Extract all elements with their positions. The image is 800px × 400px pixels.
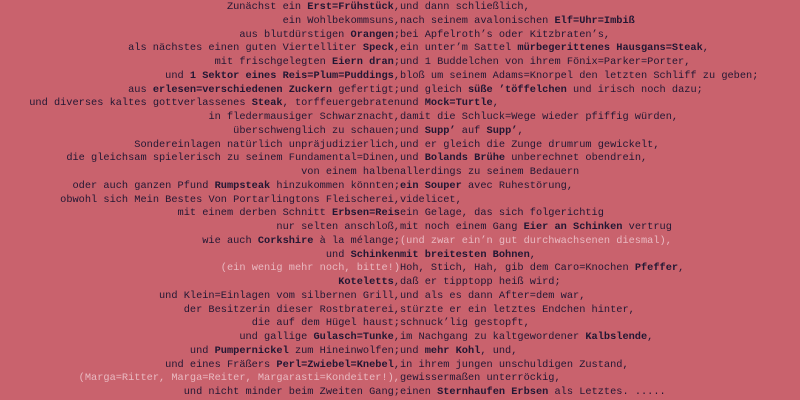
row-left [0, 290, 400, 304]
text-row [0, 372, 800, 386]
text-segment: zum Hineinwolfen; [288, 344, 400, 357]
text-row [0, 152, 800, 166]
text-segment: und [165, 69, 190, 82]
text-segment: , [702, 42, 709, 55]
row-right [400, 15, 800, 29]
bold-text-segment: Sternhaufen Erbsen [437, 386, 549, 398]
row-left [0, 276, 400, 290]
row-right [400, 166, 800, 180]
bold-text-segment: Mock=Turtle [424, 97, 493, 110]
row-right [400, 111, 800, 125]
row-right [400, 276, 800, 290]
text-segment: einen [400, 386, 438, 398]
text-segment: ; [393, 28, 400, 41]
text-segment: allerdings zu seinem Bedauern [400, 166, 580, 178]
text-row [0, 221, 800, 235]
row-right [400, 70, 800, 84]
text-segment: nur selten anschloß, [276, 221, 400, 233]
row-right [400, 372, 800, 386]
text-segment: und nicht minder beim Zweiten Gang; [183, 386, 400, 398]
row-left [0, 1, 400, 15]
bold-text-segment: mehr Kohl [424, 344, 481, 357]
text-segment: wie auch [202, 234, 258, 247]
text-segment: ein Wohlbekommsuns, [282, 14, 400, 27]
text-segment: , torffeuergebraten [282, 97, 400, 110]
bold-text-segment: Koteletts [338, 276, 394, 288]
text-segment: und [400, 97, 425, 110]
text-segment: gewissermaßen unterröckig, [400, 372, 561, 385]
text-segment: und irisch noch dazu; [566, 83, 703, 96]
row-right [400, 317, 800, 331]
row-right [400, 139, 800, 153]
text-segment: , [393, 276, 400, 288]
text-segment: aus blutdürstigen [239, 28, 351, 41]
row-right [400, 345, 800, 359]
text-row [0, 15, 800, 29]
bold-text-segment: Rumpsteak [214, 179, 271, 192]
row-left [0, 386, 400, 400]
text-segment: in ihrem jungen unschuldigen Zustand, [400, 358, 629, 371]
text-segment: mit frischgelegten [214, 56, 333, 68]
row-left [0, 207, 400, 221]
text-segment: mit einem derben Schnitt [177, 207, 333, 220]
text-segment: , [393, 42, 400, 55]
text-segment: , [393, 358, 400, 371]
text-segment: bei Apfelroth’s oder Kitzbraten’s, [400, 28, 611, 41]
text-segment: und Klein=Einlagen vom silbernen Grill, [159, 289, 400, 302]
text-segment: , [647, 331, 654, 343]
text-segment: und eines Fräßers [165, 358, 277, 371]
row-left [0, 42, 400, 56]
text-row [0, 70, 800, 84]
row-right [400, 29, 800, 43]
row-right [400, 125, 800, 139]
text-segment: nach seinem avalonischen [400, 14, 555, 27]
row-right [400, 97, 800, 111]
text-segment: mit noch einem Gang [400, 221, 524, 233]
text-segment: daß er tipptopp heiß wird; [400, 276, 561, 288]
text-segment: im Nachgang zu kaltgewordener [400, 331, 586, 343]
text-row [0, 194, 800, 208]
text-columns [0, 1, 800, 400]
row-right [400, 1, 800, 15]
bold-text-segment: 1 Sektor eines Reis=Plum=Puddings [189, 69, 394, 82]
row-right [400, 152, 800, 166]
row-left [0, 29, 400, 43]
row-left [0, 249, 400, 263]
text-row [0, 359, 800, 373]
row-right [400, 290, 800, 304]
text-segment: und [400, 124, 425, 137]
row-left [0, 372, 400, 386]
text-segment: die auf dem Hügel haust; [251, 317, 400, 330]
text-row [0, 166, 800, 180]
bold-text-segment: Gulasch=Tunke [313, 331, 394, 343]
text-segment: Sondereinlagen natürlich unpräjudizierlich, [134, 138, 400, 151]
bold-text-segment: Erbsen=Reis [332, 207, 400, 220]
text-row [0, 125, 800, 139]
row-right [400, 249, 800, 263]
text-row [0, 84, 800, 98]
text-row [0, 290, 800, 304]
text-segment: und [189, 344, 215, 357]
text-segment: , [529, 248, 536, 261]
muted-text-segment: (und zwar ein’n gut durchwachsenen diesmal), [400, 234, 672, 247]
row-left [0, 166, 400, 180]
bold-text-segment: Corkshire [257, 234, 314, 247]
text-segment: gefertigt; [332, 83, 400, 96]
bold-text-segment: Schinken [350, 248, 400, 261]
muted-text-segment: (Marga=Ritter, Marga=Reiter, Margarasti=Kondeiter!), [78, 372, 400, 385]
text-segment: auf [455, 124, 487, 137]
text-segment: Zunächst ein [226, 1, 308, 13]
bold-text-segment: mit breitesten Bohnen [400, 248, 530, 261]
text-row [0, 345, 800, 359]
text-segment: ; [393, 56, 400, 68]
row-left [0, 56, 400, 70]
bold-text-segment: Speck [362, 42, 394, 55]
text-row [0, 386, 800, 400]
row-right [400, 235, 800, 249]
text-segment: in fledermausiger Schwarznacht, [208, 111, 400, 123]
text-segment: und [400, 152, 425, 165]
text-segment: videlicet, [400, 193, 462, 206]
row-left [0, 262, 400, 276]
text-segment: ein unter’m Sattel [400, 42, 518, 55]
text-segment: überschwenglich zu schauen; [233, 124, 400, 137]
row-right [400, 304, 800, 318]
text-row [0, 262, 800, 276]
text-segment: als Letztes. ..... [548, 386, 666, 398]
text-segment: und als es dann After=dem war, [400, 289, 586, 302]
text-segment: der Besitzerin dieser Rostbraterei, [183, 303, 400, 316]
row-left [0, 221, 400, 235]
row-left [0, 15, 400, 29]
bold-text-segment: Supp’ [424, 124, 456, 137]
text-segment: von einem halben [301, 166, 400, 178]
text-row [0, 207, 800, 221]
row-left [0, 304, 400, 318]
row-left [0, 70, 400, 84]
text-segment: , [393, 331, 400, 343]
row-left [0, 84, 400, 98]
row-right [400, 56, 800, 70]
text-segment: stürzte er ein letztes Endchen hinter, [400, 303, 635, 316]
row-right [400, 262, 800, 276]
bold-text-segment: Kalbslende [585, 331, 648, 343]
text-segment: schnuck’lig gestopft, [400, 317, 530, 330]
text-segment: vertrug [622, 221, 672, 233]
row-left [0, 235, 400, 249]
text-segment: bloß um seinem Adams=Knorpel den letzten Schliff zu geben; [400, 69, 759, 82]
bold-text-segment: Elf=Uhr=Imbiß [554, 14, 635, 27]
text-row [0, 304, 800, 318]
bold-text-segment: ein Souper [400, 179, 462, 192]
bold-text-segment: Steak [251, 97, 283, 110]
row-left [0, 359, 400, 373]
text-segment: oder auch ganzen Pfund [72, 179, 215, 192]
text-segment: , [393, 1, 400, 13]
text-row [0, 97, 800, 111]
text-row [0, 29, 800, 43]
text-segment: und er gleich die Zunge drumrum gewickelt, [400, 138, 660, 151]
bold-text-segment: Pfeffer [634, 262, 679, 275]
text-row [0, 1, 800, 15]
row-left [0, 125, 400, 139]
text-row [0, 235, 800, 249]
row-left [0, 194, 400, 208]
row-right [400, 359, 800, 373]
row-right [400, 331, 800, 345]
row-left [0, 139, 400, 153]
text-segment: und gleich [400, 83, 468, 96]
text-segment: und gallige [239, 331, 314, 343]
text-row [0, 249, 800, 263]
text-segment: und [400, 344, 425, 357]
text-row [0, 331, 800, 345]
text-row [0, 139, 800, 153]
text-row [0, 42, 800, 56]
row-left [0, 97, 400, 111]
text-segment: , und, [480, 344, 518, 357]
text-segment: , [393, 69, 400, 82]
text-row [0, 276, 800, 290]
text-segment: , [492, 97, 499, 110]
row-left [0, 345, 400, 359]
text-row [0, 56, 800, 70]
row-right [400, 386, 800, 400]
text-row [0, 180, 800, 194]
text-segment: , [678, 262, 685, 275]
bold-text-segment: mürbegerittenes Hausgans=Steak [517, 42, 703, 55]
text-segment: und dann schließlich, [400, 1, 530, 13]
text-segment: damit die Schluck=Wege wieder pfiffig würden, [400, 111, 679, 123]
row-right [400, 207, 800, 221]
row-left [0, 111, 400, 125]
text-segment: ein Gelage, das sich folgerichtig [400, 207, 604, 220]
text-segment: die gleichsam spielerisch zu seinem Fundamental=Dinen, [66, 152, 400, 165]
text-segment: aus [128, 83, 153, 96]
row-left [0, 180, 400, 194]
text-segment: Hoh, Stich, Hah, gib dem Caro=Knochen [400, 262, 635, 275]
bold-text-segment: erlesen=verschiedenen Zuckern [152, 83, 333, 96]
row-left [0, 152, 400, 166]
bold-text-segment: Eier an Schinken [523, 221, 623, 233]
bold-text-segment: Supp’ [486, 124, 518, 137]
text-segment: unberechnet obendrein, [505, 152, 648, 165]
row-right [400, 221, 800, 235]
text-row [0, 317, 800, 331]
text-segment: avec Ruhestörung, [461, 179, 574, 192]
row-left [0, 331, 400, 345]
text-segment: und [325, 248, 351, 261]
text-segment: obwohl sich Mein Bestes Von Portarlingtons Fleischerei, [60, 193, 400, 206]
text-segment: à la mélange; [313, 234, 400, 247]
bold-text-segment: Bolands Brühe [424, 152, 506, 165]
bold-text-segment: süße ’töffelchen [467, 83, 567, 96]
bold-text-segment: Erst=Frühstück [307, 1, 394, 13]
row-left [0, 317, 400, 331]
row-right [400, 180, 800, 194]
row-right [400, 84, 800, 98]
bold-text-segment: Perl=Zwiebel=Knebel [276, 358, 394, 371]
muted-text-segment: (ein wenig mehr noch, bitte!) [220, 262, 400, 275]
row-right [400, 194, 800, 208]
text-segment: hinzukommen könnten; [270, 179, 400, 192]
text-segment: als nächstes einen guten Viertelliter [128, 42, 363, 55]
text-segment: und 1 Buddelchen von ihrem Fönix=Parker=Porter, [400, 56, 691, 68]
bold-text-segment: Eiern dran [332, 56, 394, 68]
row-right [400, 42, 800, 56]
text-segment: , [517, 124, 524, 137]
text-segment: und diverses kaltes gottverlassenes [29, 97, 252, 110]
bold-text-segment: Orangen [350, 28, 394, 41]
text-row [0, 111, 800, 125]
bold-text-segment: Pumpernickel [214, 344, 289, 357]
